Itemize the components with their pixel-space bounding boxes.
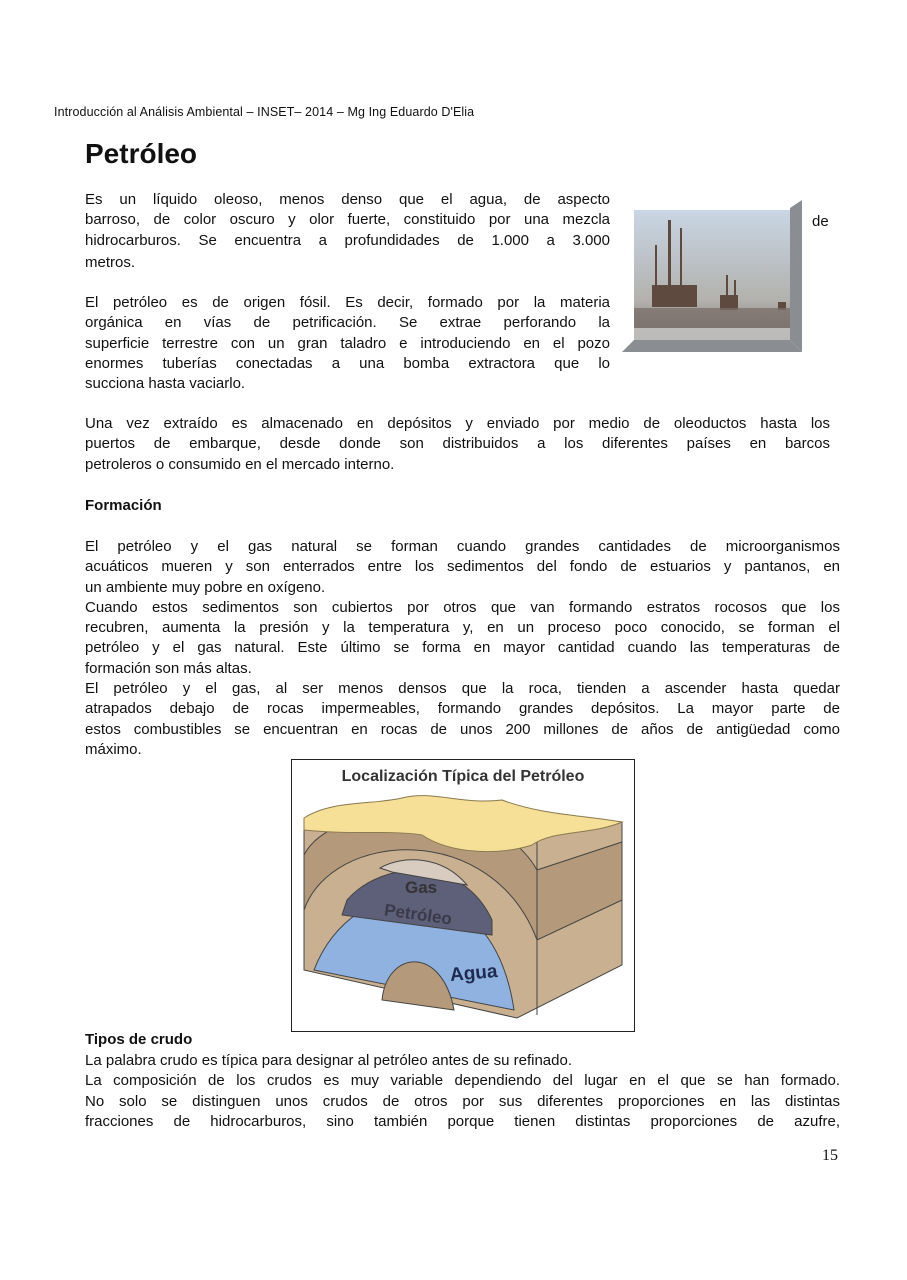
oil-location-diagram [291,759,635,1032]
text-line: enormes tuberías conectadas a una bomba extractora que lo [85,354,610,372]
page-number: 15 [822,1147,838,1164]
intro-paragraph-2 [85,293,610,394]
intro-paragraph-3 [85,414,830,475]
page-title: Petróleo [85,138,198,169]
text-line: orgánica en vías de petrificación. Se extrae perforando la [85,314,610,332]
text-line: petroleros o consumido en el mercado interno. [85,455,395,473]
text-line: fracciones de hidrocarburos, sino también porque tienen distintas proporciones de azufre, [85,1112,840,1130]
text-line: atrapados debajo de rocas impermeables, formando grandes depósitos. La mayor parte de [85,700,840,718]
section-heading-tipos: Tipos de crudo [85,1031,193,1048]
label-petroleo: Petróleo [383,900,454,929]
text-line: acuáticos mueren y son enterrados entre los sedimentos del fondo de estuarios y pantanos, en [85,558,840,576]
text-line: petróleo y el gas natural. Este último se forma en mayor cantidad cuando las temperaturas de [85,639,840,657]
tipos-paragraph [85,1051,840,1132]
offshore-oil-platform-image [622,200,802,355]
text-line: máximo. [85,740,142,758]
text-line: Cuando estos sedimentos son cubiertos por otros que van formando estratos rocosos que los [85,598,840,616]
text-line: estos combustibles se encuentran en rocas de unos 200 millones de años de antigüedad como [85,720,840,738]
text-line: formación son más altas. [85,659,252,677]
text-line: superficie terrestre con un gran taladro e introduciendo en el pozo [85,334,610,352]
running-header: Introducción al Análisis Ambiental – INSET– 2014 – Mg Ing Eduardo D'Elia [54,105,475,119]
text-line: Es un líquido oleoso, menos denso que el agua, de aspecto [85,191,610,208]
label-gas: Gas [405,878,438,897]
text-line: No solo se distinguen unos crudos de otros por sus diferentes proporciones en las distintas [85,1092,840,1110]
text-line: barroso, de color oscuro y olor fuerte, constituido por una mezcla [85,211,610,229]
text-line: succiona hasta vaciarlo. [85,375,246,393]
text-line: recubren, aumenta la presión y la temperatura y, en un proceso poco conocido, se forman el [85,619,840,637]
wrapped-word: de [812,213,829,230]
formacion-paragraph [85,537,840,760]
text-line: La composición de los crudos es muy variable dependiendo del lugar en el que se han formado. [85,1072,840,1090]
text-line: El petróleo es de origen fósil. Es decir, formado por la materia [85,294,610,311]
section-heading-formacion: Formación [85,497,162,514]
intro-paragraph-1 [85,190,610,273]
text-line: hidrocarburos. Se encuentra a profundidades de 1.000 a 3.000 [85,231,610,249]
diagram-title: Localización Típica del Petróleo [341,768,585,785]
text-line: La palabra crudo es típica para designar al petróleo antes de su refinado. [85,1052,572,1069]
text-line: metros. [85,253,136,271]
label-agua: Agua [449,960,499,987]
text-line: puertos de embarque, desde donde son distribuidos a los diferentes países en barcos [85,435,830,453]
text-line: Una vez extraído es almacenado en depósitos y enviado por medio de oleoductos hasta los [85,415,830,432]
text-line: El petróleo y el gas, al ser menos densos que la roca, tienden a ascender hasta quedar [85,680,840,698]
text-line: El petróleo y el gas natural se forman cuando grandes cantidades de microorganismos [85,538,840,555]
text-line: un ambiente muy pobre en oxígeno. [85,578,326,596]
